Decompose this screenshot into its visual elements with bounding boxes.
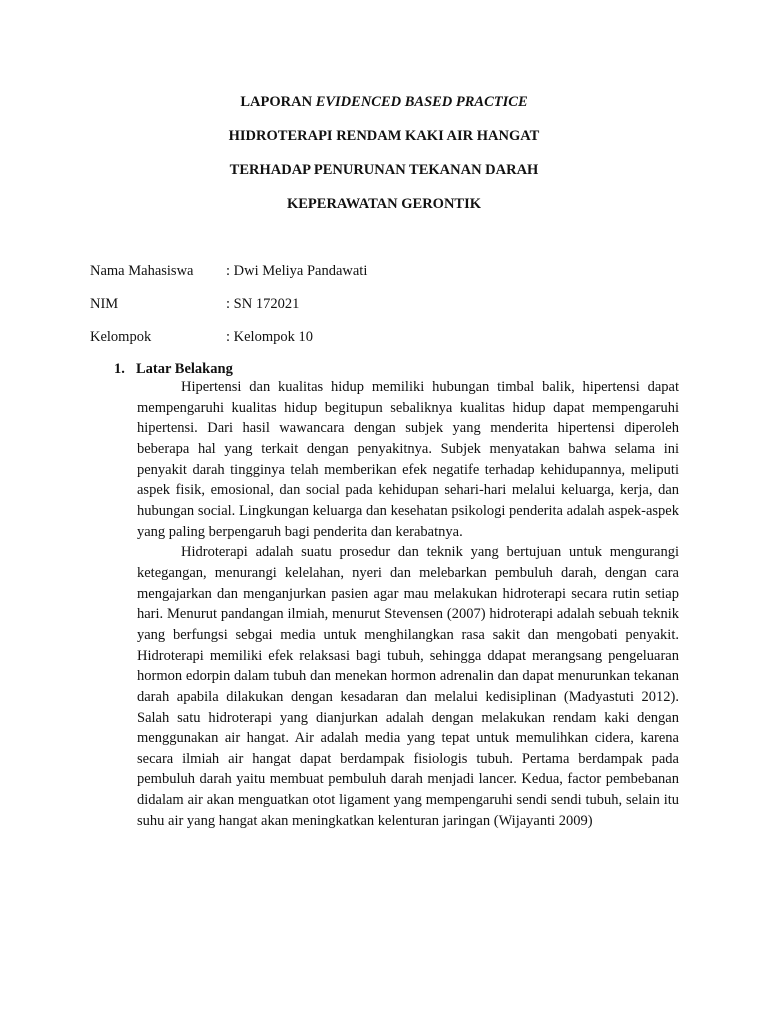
report-title-line-4: KEPERAWATAN GERONTIK: [286, 196, 482, 212]
report-title-line-3: TERHADAP PENURUNAN TEKANAN DARAH: [229, 162, 539, 178]
section-heading: [114, 360, 233, 378]
field-value-nim: : SN 172021: [226, 296, 300, 312]
report-title-italic: EVIDENCED BASED PRACTICE: [315, 94, 528, 110]
field-label-nama: Nama Mahasiswa: [90, 263, 194, 279]
section-number: 1.: [114, 361, 125, 377]
report-title-line-2: HIDROTERAPI RENDAM KAKI AIR HANGAT: [228, 128, 540, 144]
paragraph-2: Hidroterapi adalah suatu prosedur dan teknik yang bertujuan untuk mengurangi ketegangan, menurangi kelelahan, nyeri dan melebarkan pembuluh darah, dengan cara mengajarkan dan menganjurkan pasien agar mau melakukan hidroterapi secara rutin setiap hari. Menurut pandangan ilmiah, menurut Stevensen (2007) hidroterapi adalah sebuah teknik yang berfungsi sebgai media untuk menghilangkan rasa sakit dan mengobati penyakit. Hidroterapi memiliki efek relaksasi bagi tubuh, sehingga ddapat merangsang pengeluaran hormon edorpin dalam tubuh dan menekan hormon adrenalin dan dapat menurunkan tekanan darah apabila dilakukan dengan kesadaran dan melalui kedisiplinan (Madyastuti 2012). Salah satu hidroterapi yang dianjurkan adalah dengan melakukan rendam kaki dengan menggunakan air hangat. Air adalah media yang tepat untuk memulihkan cidera, karena secara ilmiah air hangat dapat berdampak fisiologis tubuh. Pertama berdampak pada pembuluh darah yaitu membuat pembuluh darah menjadi lancer. Kedua, factor pembebanan didalam air akan menguatkan otot ligament yang mempengaruhi sendi sendi tubuh, selain itu suhu air yang hangat akan meningkatkan kelenturan jaringan (Wijayanti 2009): [137, 544, 679, 829]
paragraph-1: Hipertensi dan kualitas hidup memiliki hubungan timbal balik, hipertensi dapat mempengaruhi kualitas hidup begitupun sebaliknya kualitas hidup dapat mempengaruhi hipertensi. Dari hasil wawancara dengan subjek yang menderita hipertensi diperoleh beberapa hal yang terkait dengan penyakitnya. Subjek menyatakan bahwa selama ini penyakit darah tingginya telah memberikan efek negatife terhadap kehidupannya, meliputi aspek fisik, emosional, dan social pada kehidupan sehari-hari melalui keluarga, kerja, dan hubungan social. Lingkungan keluarga dan kesehatan psikologi penderita adalah aspek-aspek yang paling berpengaruh bagi penderita dan kerabatnya.: [137, 379, 679, 540]
field-label-kelompok: Kelompok: [90, 329, 152, 345]
section-title: Latar Belakang: [136, 361, 233, 377]
report-title-prefix: LAPORAN: [240, 94, 316, 110]
field-value-nama: : Dwi Meliya Pandawati: [226, 263, 368, 279]
section-body: [137, 377, 679, 831]
field-label-nim: NIM: [90, 296, 119, 312]
report-title-line-1: [0, 93, 768, 111]
field-value-kelompok: : Kelompok 10: [226, 329, 313, 345]
